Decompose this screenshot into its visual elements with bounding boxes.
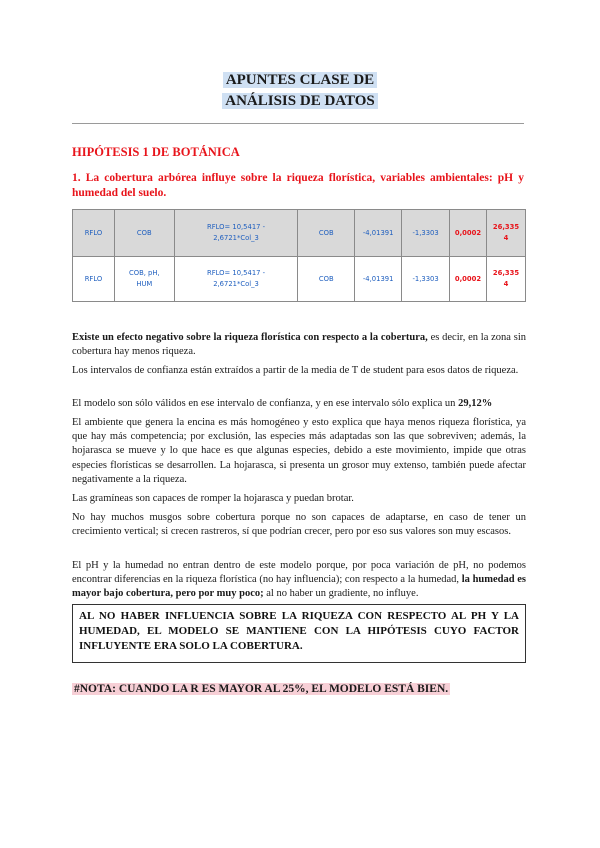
- cell-model: RFLO= 10,5417 - 2,6721*Col_3: [174, 257, 298, 302]
- cell-value-2: -1,3303: [402, 210, 450, 257]
- cell-predictors: COB, pH, HUM: [114, 257, 174, 302]
- title-divider: [72, 123, 524, 124]
- paragraph-intervals: Los intervalos de confianza están extraídos a partir de la media de T de student para esos datos de riqueza.: [72, 365, 519, 376]
- cell-value-1: -4,01391: [355, 257, 402, 302]
- section-heading: HIPÓTESIS 1 DE BOTÁNICA: [72, 145, 240, 159]
- table-row: [73, 210, 526, 257]
- table-row: [73, 257, 526, 302]
- title-line-2: ANÁLISIS DE DATOS: [222, 93, 378, 109]
- cell-value-2: -1,3303: [402, 257, 450, 302]
- paragraph-mosses: No hay muchos musgos sobre cobertura porque no son capaces de adaptarse, en caso de tener un crecimiento vertical; si crecen rastreros, sí que podrían crecer, pero por eso sus valores son muy escasos.: [72, 512, 526, 538]
- paragraph-ph-humidity: El pH y la humedad no entran dentro de este modelo porque, por poca variación de pH, no podemos encontrar diferencias en la riqueza florística (no hay influencia); con respecto a la humedad, la humedad es mayor bajo cobertura, pero por muy poco; al no haber un gradiente, no influye.: [72, 560, 526, 600]
- document-title: [0, 70, 600, 112]
- note: #NOTA: CUANDO LA R ES MAYOR AL 25%, EL MODELO ESTÁ BIEN.: [74, 683, 449, 695]
- cell-model: RFLO= 10,5417 - 2,6721*Col_3: [174, 210, 298, 257]
- title-line-1: APUNTES CLASE DE: [223, 72, 377, 88]
- conclusion-box: AL NO HABER INFLUENCIA SOBRE LA RIQUEZA CON RESPECTO AL PH Y LA HUMEDAD, EL MODELO SE MANTIENE CON LA HIPÓTESIS CUYO FACTOR INFLUYENTE ERA SOLO LA COBERTURA.: [72, 604, 526, 663]
- paragraph-effect: Existe un efecto negativo sobre la riqueza florística con respecto a la cobertura, es decir, en la zona sin cobertura hay menos riqueza.: [72, 332, 527, 358]
- cell-factor: COB: [298, 210, 355, 257]
- cell-predictors: COB: [114, 210, 174, 257]
- paragraph-grasses: Las gramíneas son capaces de romper la hojarasca y puedan brotar.: [72, 493, 354, 504]
- paragraph-environment: El ambiente que genera la encina es más homogéneo y esto explica que haya menos riqueza florística, ya que hay más competencia; por exclusión, las especies más adaptadas son las que sobreviven; además, la hojarasca se mueve y lo que hace es que algunas especies, debido a este movimiento, impide que otras especies florísticas se desarrollen. La hojarasca, si presenta un grosor muy extenso, también puede afectar negativamente a la riqueza.: [72, 417, 526, 485]
- paragraph-model: El modelo son sólo válidos en ese intervalo de confianza, y en ese intervalo sólo explica un 29,12%: [72, 398, 493, 409]
- cell-variable: RFLO: [73, 210, 115, 257]
- cell-r-value: 26,335 4: [486, 257, 525, 302]
- results-table: [72, 209, 526, 302]
- cell-value-1: -4,01391: [355, 210, 402, 257]
- question-heading: 1. La cobertura arbórea influye sobre la riqueza florística, variables ambientales: pH y humedad del suelo.: [72, 172, 524, 199]
- cell-factor: COB: [298, 257, 355, 302]
- cell-p-value: 0,0002: [450, 257, 487, 302]
- cell-r-value: 26,335 4: [486, 210, 525, 257]
- cell-p-value: 0,0002: [450, 210, 487, 257]
- cell-variable: RFLO: [73, 257, 115, 302]
